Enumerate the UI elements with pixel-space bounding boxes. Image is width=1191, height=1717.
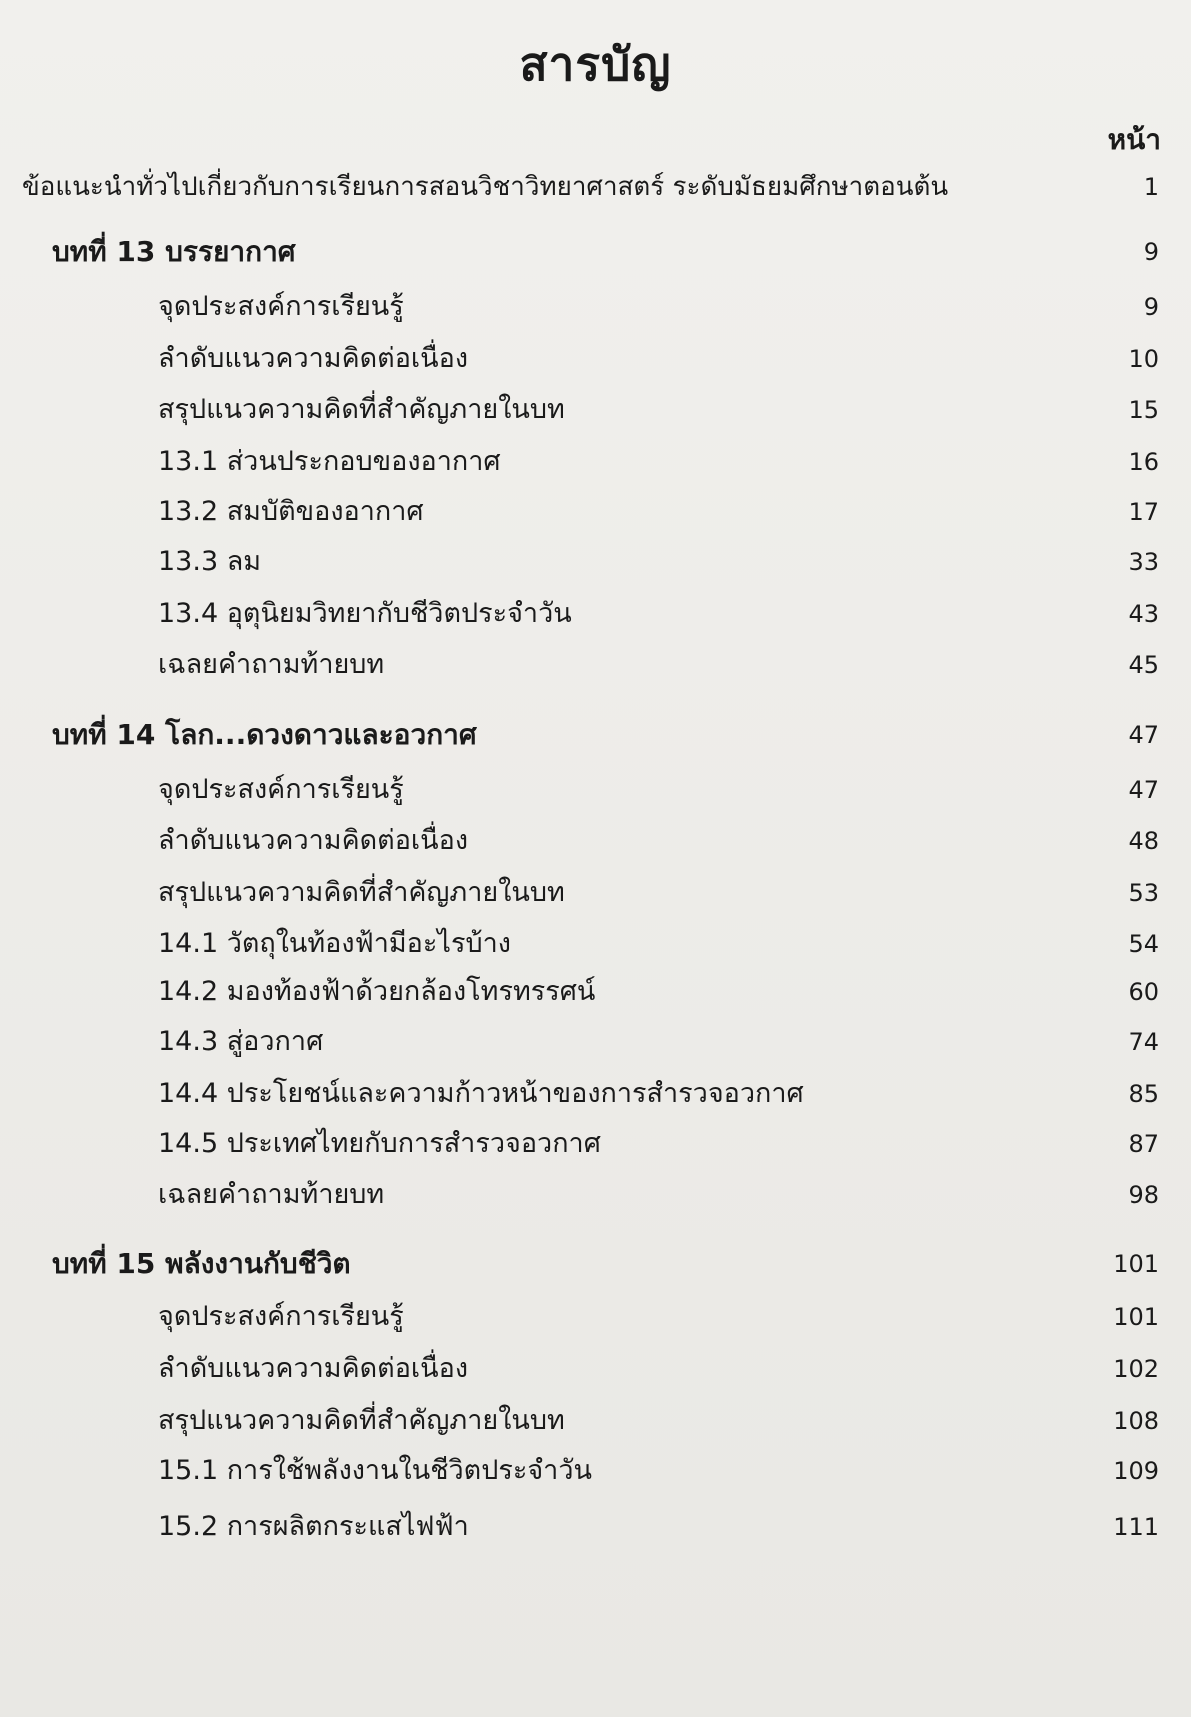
toc-entry-page-number: 108	[1113, 1407, 1159, 1435]
toc-entry	[0, 1347, 1191, 1391]
toc-entry-label: สรุปแนวความคิดที่สำคัญภายในบท	[158, 1405, 565, 1436]
toc-entry-page-number: 85	[1128, 1080, 1159, 1108]
toc-entry	[0, 922, 1191, 966]
toc-entry-page-number: 1	[1143, 173, 1159, 201]
toc-entry-label: ลำดับแนวความคิดต่อเนื่อง	[158, 1353, 469, 1384]
toc-entry-page-number: 101	[1113, 1250, 1159, 1278]
toc-entry-label: 14.5 ประเทศไทยกับการสำรวจอวกาศ	[158, 1128, 601, 1159]
toc-entry-label: 13.4 อุตุนิยมวิทยากับชีวิตประจำวัน	[158, 598, 572, 629]
toc-entry-page-number: 17	[1128, 498, 1159, 526]
toc-entry-label: สรุปแนวความคิดที่สำคัญภายในบท	[158, 394, 565, 425]
toc-entry	[0, 440, 1191, 484]
toc-entry-label: 15.1 การใช้พลังงานในชีวิตประจำวัน	[158, 1455, 592, 1486]
toc-entry-label: 14.1 วัตถุในท้องฟ้ามีอะไรบ้าง	[158, 928, 511, 959]
toc-entry-label: ข้อแนะนำทั่วไปเกี่ยวกับการเรียนการสอนวิชาวิทยาศาสตร์ ระดับมัธยมศึกษาตอนต้น	[22, 172, 949, 202]
toc-entry	[0, 337, 1191, 381]
toc-entry-label: บทที่ 13 บรรยากาศ	[52, 235, 296, 268]
toc-entry-page-number: 10	[1128, 345, 1159, 373]
toc-entry-label: 14.2 มองท้องฟ้าด้วยกล้องโทรทรรศน์	[158, 976, 596, 1007]
toc-entry-page-number: 9	[1143, 293, 1159, 321]
toc-entry	[0, 1242, 1191, 1286]
toc-entry	[0, 1295, 1191, 1339]
toc-entry-page-number: 15	[1128, 396, 1159, 424]
toc-entry	[0, 871, 1191, 915]
page-title: สารบัญ	[519, 37, 672, 91]
toc-entry-label: ลำดับแนวความคิดต่อเนื่อง	[158, 825, 469, 856]
toc-entry	[0, 285, 1191, 329]
toc-entry-label: 15.2 การผลิตกระแสไฟฟ้า	[158, 1511, 469, 1542]
page-column-label: หน้า	[1107, 123, 1161, 156]
toc-entry	[0, 490, 1191, 534]
toc-entry-page-number: 43	[1128, 600, 1159, 628]
toc-entry-page-number: 33	[1128, 548, 1159, 576]
toc-entry	[0, 768, 1191, 812]
toc-entry-label: บทที่ 14 โลก...ดวงดาวและอวกาศ	[52, 718, 477, 751]
toc-entry-page-number: 98	[1128, 1181, 1159, 1209]
toc-entry-label: เฉลยคำถามท้ายบท	[158, 1179, 385, 1210]
toc-entry	[0, 1020, 1191, 1064]
toc-entry-page-number: 48	[1128, 827, 1159, 855]
toc-entry-label: สรุปแนวความคิดที่สำคัญภายในบท	[158, 877, 565, 908]
toc-entry-label: 13.2 สมบัติของอากาศ	[158, 496, 424, 527]
toc-entry	[0, 643, 1191, 687]
toc-entry-label: บทที่ 15 พลังงานกับชีวิต	[52, 1247, 351, 1280]
toc-entry-label: ลำดับแนวความคิดต่อเนื่อง	[158, 343, 469, 374]
toc-entry	[0, 1449, 1191, 1493]
toc-entry	[0, 1122, 1191, 1166]
toc-entry	[0, 230, 1191, 274]
toc-entry-label: 14.4 ประโยชน์และความก้าวหน้าของการสำรวจอวกาศ	[158, 1078, 804, 1109]
toc-entry	[0, 1072, 1191, 1116]
toc-entry	[0, 713, 1191, 757]
toc-entry-page-number: 16	[1128, 448, 1159, 476]
toc-entry	[0, 970, 1191, 1014]
toc-entry-page-number: 47	[1128, 721, 1159, 749]
toc-entry	[0, 388, 1191, 432]
toc-entry-page-number: 74	[1128, 1028, 1159, 1056]
toc-entry-page-number: 47	[1128, 776, 1159, 804]
toc-entry-page-number: 109	[1113, 1457, 1159, 1485]
toc-entry	[0, 540, 1191, 584]
toc-entry	[0, 1399, 1191, 1443]
toc-entry-label: จุดประสงค์การเรียนรู้	[158, 774, 404, 805]
toc-entry-label: จุดประสงค์การเรียนรู้	[158, 291, 404, 322]
toc-entry-label: 14.3 สู่อวกาศ	[158, 1026, 324, 1057]
toc-entry-label: 13.3 ลม	[158, 546, 262, 577]
toc-entry-page-number: 9	[1143, 238, 1159, 266]
toc-entry	[0, 592, 1191, 636]
toc-entry	[0, 1173, 1191, 1217]
toc-entry-page-number: 54	[1128, 930, 1159, 958]
toc-entry-label: เฉลยคำถามท้ายบท	[158, 649, 385, 680]
toc-entry-page-number: 102	[1113, 1355, 1159, 1383]
toc-entry-label: จุดประสงค์การเรียนรู้	[158, 1301, 404, 1332]
toc-entry-page-number: 87	[1128, 1130, 1159, 1158]
toc-entry-page-number: 45	[1128, 651, 1159, 679]
toc-entry	[0, 165, 1191, 209]
toc-entry-page-number: 111	[1113, 1513, 1159, 1541]
toc-entry-label: 13.1 ส่วนประกอบของอากาศ	[158, 446, 501, 477]
toc-entry-page-number: 101	[1113, 1303, 1159, 1331]
toc-entry-page-number: 53	[1128, 879, 1159, 907]
toc-entry-page-number: 60	[1128, 978, 1159, 1006]
toc-entry	[0, 1505, 1191, 1549]
toc-entry	[0, 819, 1191, 863]
